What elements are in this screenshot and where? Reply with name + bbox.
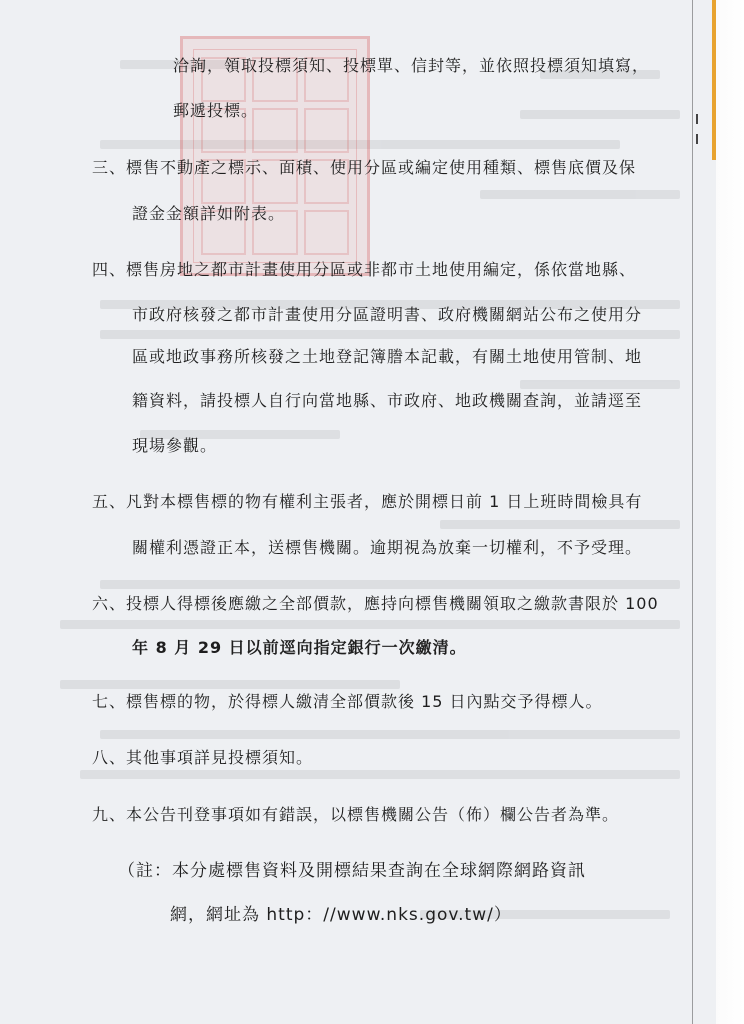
item-9: 九、本公告刊登事項如有錯誤，以標售機關公告（佈）欄公告者為準。 — [92, 805, 620, 824]
scanner-edge — [716, 0, 744, 1024]
item-6-line-2: 年 8 月 29 日以前逕向指定銀行一次繳清。 — [132, 638, 467, 657]
item-7: 七、標售標的物，於得標人繳清全部價款後 15 日內點交予得標人。 — [92, 692, 603, 711]
item-4-line-5: 現場參觀。 — [132, 436, 218, 455]
item-3-line-1: 三、標售不動產之標示、面積、使用分區或編定使用種類、標售底價及保 — [92, 158, 637, 177]
item-4-line-3: 區或地政事務所核發之土地登記簿謄本記載，有關土地使用管制、地 — [132, 347, 643, 366]
page-fold-line — [692, 0, 693, 1024]
item-4-line-2: 市政府核發之都市計畫使用分區證明書、政府機關網站公布之使用分 — [132, 305, 643, 324]
item-3-line-2: 證金金額詳如附表。 — [132, 204, 286, 223]
item-5-line-2: 關權利憑證正本，送標售機關。逾期視為放棄一切權利，不予受理。 — [132, 538, 643, 557]
binding-strip — [712, 0, 716, 160]
text-line-2: 郵遞投標。 — [173, 101, 259, 120]
item-4-line-1: 四、標售房地之都市計畫使用分區或非都市土地使用編定，係依當地縣、 — [92, 260, 637, 279]
item-4-line-4: 籍資料，請投標人自行向當地縣、市政府、地政機關查詢，並請逕至 — [132, 391, 643, 410]
note-line-1: （註：本分處標售資料及開標結果查詢在全球網際網路資訊 — [118, 861, 586, 881]
text-line-1: 洽詢，領取投標須知、投標單、信封等，並依照投標須知填寫， — [173, 56, 650, 75]
note-line-2: 網，網址為 http：//www.nks.gov.tw/） — [170, 905, 512, 925]
item-5-line-1: 五、凡對本標售標的物有權利主張者，應於開標日前 1 日上班時間檢具有 — [92, 492, 643, 511]
item-6-line-1: 六、投標人得標後應繳之全部價款，應持向標售機關領取之繳款書限於 100 — [92, 594, 659, 613]
item-8: 八、其他事項詳見投標須知。 — [92, 748, 314, 767]
